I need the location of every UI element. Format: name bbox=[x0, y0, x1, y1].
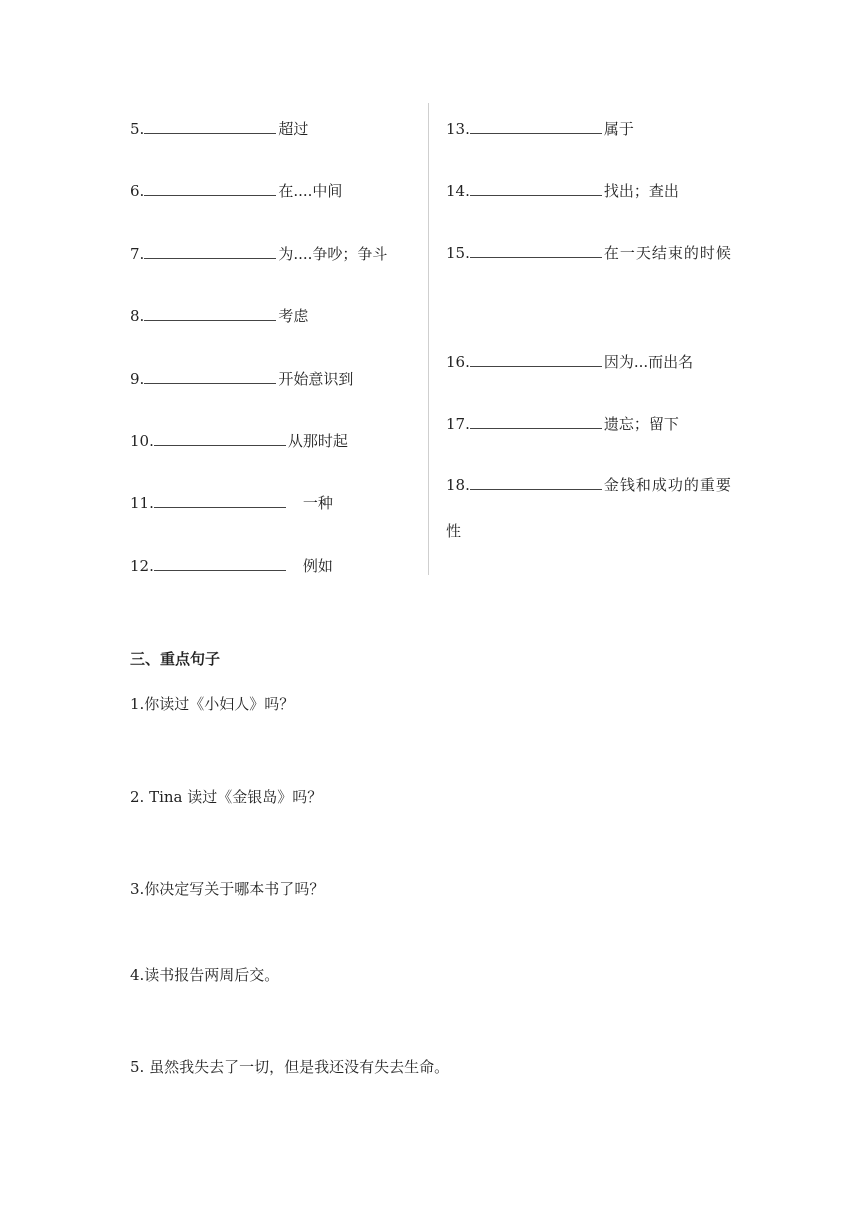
vocab-item-14 bbox=[446, 179, 679, 202]
answer-blank[interactable] bbox=[144, 242, 276, 259]
vocab-item-9 bbox=[130, 367, 353, 390]
item-number: 14. bbox=[446, 182, 470, 200]
item-meaning: 例如 bbox=[287, 557, 333, 575]
item-meaning: 找出；查出 bbox=[603, 182, 679, 200]
item-number: 17. bbox=[446, 415, 470, 433]
answer-blank[interactable] bbox=[470, 117, 602, 134]
vocab-item-12 bbox=[130, 554, 333, 577]
item-number: 10. bbox=[130, 432, 154, 450]
vocab-item-16 bbox=[446, 350, 693, 373]
answer-blank[interactable] bbox=[144, 367, 276, 384]
vocab-item-15 bbox=[446, 230, 736, 276]
item-number: 7. bbox=[130, 245, 145, 263]
item-meaning: 因为...而出名 bbox=[603, 353, 694, 371]
item-number: 15. bbox=[446, 244, 470, 262]
answer-blank[interactable] bbox=[470, 412, 602, 429]
answer-blank[interactable] bbox=[144, 304, 276, 321]
item-meaning: 从那时起 bbox=[287, 432, 348, 450]
vocab-item-13 bbox=[446, 117, 634, 140]
item-meaning: 在一天结束的时候 bbox=[603, 244, 732, 262]
vocab-item-11 bbox=[130, 491, 333, 514]
answer-blank[interactable] bbox=[144, 117, 276, 134]
answer-blank[interactable] bbox=[154, 554, 286, 571]
item-number: 8. bbox=[130, 307, 145, 325]
item-meaning: 金钱和成功的重要性 bbox=[446, 476, 732, 540]
item-meaning: 遗忘；留下 bbox=[603, 415, 679, 433]
item-number: 12. bbox=[130, 557, 154, 575]
item-number: 18. bbox=[446, 476, 470, 494]
item-number: 13. bbox=[446, 120, 470, 138]
sentence-item: 2. Tina 读过《金银岛》吗？ bbox=[130, 788, 323, 806]
vocab-item-18 bbox=[446, 462, 736, 554]
vocab-item-5 bbox=[130, 117, 308, 140]
item-meaning: 为....争吵；争斗 bbox=[278, 245, 388, 263]
answer-blank[interactable] bbox=[154, 491, 286, 508]
item-meaning: 超过 bbox=[278, 120, 309, 138]
vocab-item-10 bbox=[130, 429, 348, 452]
item-number: 16. bbox=[446, 353, 470, 371]
section-title: 三、重点句子 bbox=[130, 650, 221, 668]
sentence-item: 5. 虽然我失去了一切，但是我还没有失去生命。 bbox=[130, 1058, 450, 1076]
sentence-item: 4.读书报告两周后交。 bbox=[130, 966, 280, 984]
item-number: 9. bbox=[130, 370, 145, 388]
sentence-item: 3.你决定写关于哪本书了吗？ bbox=[130, 880, 325, 898]
answer-blank[interactable] bbox=[144, 179, 276, 196]
item-meaning: 开始意识到 bbox=[278, 370, 354, 388]
item-meaning: 在....中间 bbox=[278, 182, 343, 200]
item-number: 5. bbox=[130, 120, 145, 138]
answer-blank[interactable] bbox=[154, 429, 286, 446]
vocab-item-17 bbox=[446, 412, 679, 435]
sentence-item: 1.你读过《小妇人》吗？ bbox=[130, 695, 295, 713]
item-number: 6. bbox=[130, 182, 145, 200]
vocab-item-8 bbox=[130, 304, 308, 327]
answer-blank[interactable] bbox=[470, 179, 602, 196]
column-divider bbox=[428, 103, 429, 575]
answer-blank[interactable] bbox=[470, 241, 602, 258]
answer-blank[interactable] bbox=[470, 473, 602, 490]
item-number: 11. bbox=[130, 494, 154, 512]
item-meaning: 一种 bbox=[287, 494, 333, 512]
vocab-item-6 bbox=[130, 179, 342, 202]
item-meaning: 属于 bbox=[603, 120, 634, 138]
item-meaning: 考虑 bbox=[278, 307, 309, 325]
answer-blank[interactable] bbox=[470, 350, 602, 367]
vocab-item-7 bbox=[130, 242, 387, 265]
